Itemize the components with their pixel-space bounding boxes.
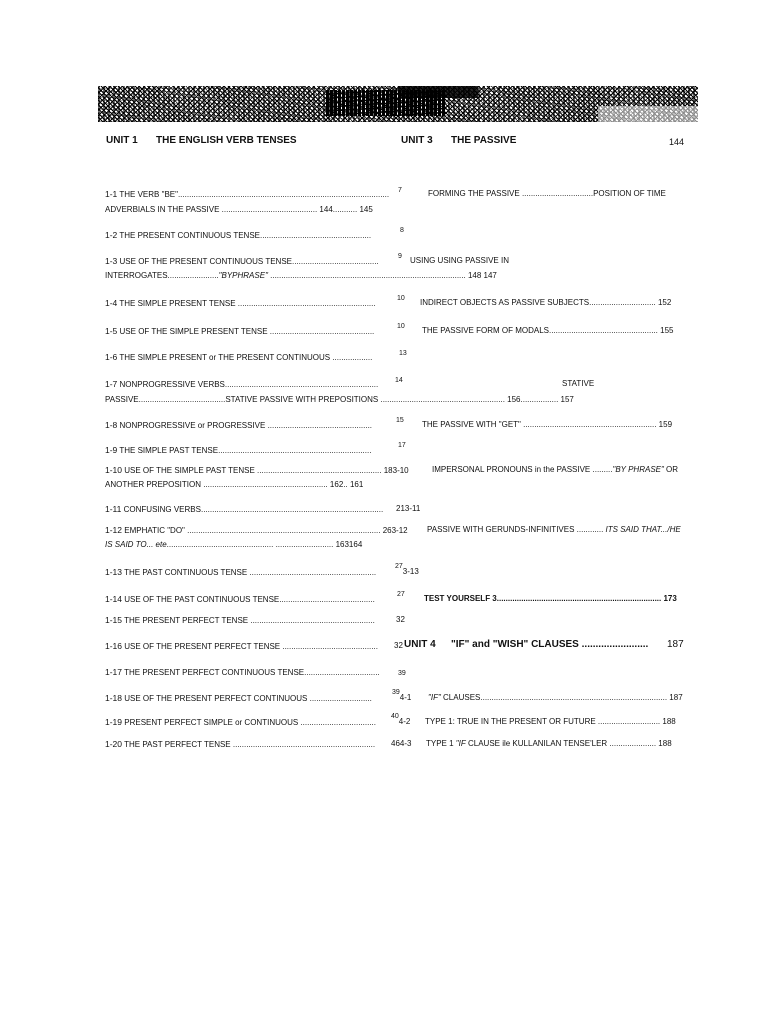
- entry-page: 15: [396, 417, 404, 424]
- unit4-title: "IF" and "WISH" CLAUSES ........................: [451, 639, 649, 650]
- toc-entry-continuation: PASSIVE.......................................STATIVE PASSIVE WITH PREPOSITIONS ........................................................ 156................. 157: [105, 395, 574, 404]
- entry-page: [391, 712, 411, 726]
- toc-entry-1-9: [105, 445, 371, 456]
- entry-number: 1-6: [105, 352, 118, 362]
- entry-number: 1-15: [105, 615, 123, 625]
- test-yourself-3: TEST YOURSELF 3.......................................................................... 173: [424, 594, 677, 603]
- entry-title: NONPROGRESSIVE VERBS.....................................................................: [119, 380, 379, 389]
- entry-page: [392, 688, 412, 702]
- page-superscript: 27: [395, 563, 403, 570]
- entry-page: 213-11: [396, 504, 421, 513]
- toc-entry-unit3-forming: FORMING THE PASSIVE ................................POSITION OF TIME: [428, 189, 666, 198]
- toc-entry-1-1: [105, 189, 389, 200]
- toc-entry-unit3-interrogates: USING USING PASSIVE IN: [410, 256, 509, 265]
- toc-entry-1-12: [105, 525, 408, 536]
- banner-light-band: [598, 106, 698, 122]
- toc-entry-1-16: [105, 641, 378, 652]
- toc-entry-1-10: [105, 465, 409, 476]
- toc-entry-unit3-gerunds: [427, 525, 681, 535]
- toc-entry-unit4-if-clauses: [428, 693, 683, 703]
- right-text: CLAUSES.................................................................................... 187: [440, 693, 683, 702]
- entry-number: 1-20: [105, 739, 123, 749]
- entry-page: 39: [398, 670, 406, 677]
- toc-entry-unit4-type1-true: TYPE 1: TRUE IN THE PRESENT OR FUTURE ............................ 188: [425, 717, 676, 726]
- right-italic: "IF: [455, 739, 466, 748]
- right-text-end: OR: [663, 465, 679, 474]
- toc-entry-unit3-impersonal: [432, 465, 678, 475]
- entry-page: 27: [397, 591, 405, 598]
- continuation-text: ................................................ .......................... 163164: [166, 540, 363, 549]
- page-tail: 4-1: [399, 693, 412, 702]
- unit1-title: THE ENGLISH VERB TENSES: [156, 135, 297, 146]
- entry-page: 9: [398, 253, 402, 260]
- entry-title: THE PAST CONTINUOUS TENSE .........................................................: [124, 568, 377, 577]
- entry-title: NONPROGRESSIVE or PROGRESSIVE ...............................................: [119, 421, 373, 430]
- entry-title: USE OF THE SIMPLE PRESENT TENSE ...............................................: [119, 327, 375, 336]
- right-italic: "BY PHRASE": [612, 465, 664, 474]
- toc-entry-unit3-get: THE PASSIVE WITH "GET" ............................................................ 159: [422, 420, 673, 429]
- toc-entry-1-18: [105, 693, 372, 704]
- entry-page: 32: [396, 615, 405, 624]
- entry-number: 1-19: [105, 717, 123, 727]
- toc-entry-1-15: [105, 615, 375, 626]
- unit4-page: 187: [667, 639, 684, 650]
- unit4-label: UNIT 4: [404, 639, 436, 650]
- entry-title: CONFUSING VERBS..................................................................................: [123, 505, 384, 514]
- header-banner-image: [98, 86, 698, 122]
- entry-title: USE OF THE PAST CONTINUOUS TENSE...........................................: [124, 595, 375, 604]
- unit3-label: UNIT 3: [401, 135, 433, 146]
- entry-number: 1-9: [105, 445, 118, 455]
- entry-number: 1-8: [105, 420, 118, 430]
- toc-entry-1-2: [105, 230, 371, 241]
- entry-page: [395, 562, 419, 576]
- entry-number: 1-3: [105, 256, 118, 266]
- entry-number: 1-7: [105, 379, 118, 389]
- page-tail: 3-13: [402, 567, 419, 576]
- entry-number: 1-4: [105, 298, 118, 308]
- page-superscript: 39: [392, 689, 400, 696]
- entry-title: USE OF THE PRESENT PERFECT CONTINUOUS ............................: [124, 694, 372, 703]
- banner-dark-band-2: [398, 86, 478, 98]
- entry-title: THE SIMPLE PRESENT TENSE ..............................................................: [119, 299, 376, 308]
- toc-entry-continuation: [105, 271, 497, 281]
- entry-title: USE OF THE PRESENT PERFECT TENSE ...........................................: [124, 642, 378, 651]
- entry-title: THE PRESENT PERFECT CONTINUOUS TENSE..................................: [124, 668, 380, 677]
- toc-entry-continuation: ADVERBIALS IN THE PASSIVE ........................................... 144........... 145: [105, 205, 373, 214]
- entry-page: 464-3: [391, 739, 412, 748]
- toc-entry-unit3-stative: STATIVE: [562, 379, 595, 388]
- unit1-label: UNIT 1: [106, 135, 138, 146]
- entry-number: 1-2: [105, 230, 118, 240]
- entry-title: USE OF THE SIMPLE PAST TENSE ........................................................ 183-10: [124, 466, 409, 475]
- entry-page: 32: [394, 641, 403, 650]
- continuation-text: INTERROGATES.......................: [105, 271, 219, 280]
- entry-page: 13: [399, 350, 407, 357]
- entry-number: 1-11: [105, 504, 122, 514]
- right-text: IMPERSONAL PRONOUNS in the PASSIVE .........: [432, 465, 613, 474]
- toc-entry-1-11: [105, 504, 383, 515]
- entry-number: 1-5: [105, 326, 118, 336]
- toc-entry-1-8: [105, 420, 372, 431]
- entry-title: USE OF THE PRESENT CONTINUOUS TENSE.......................................: [119, 257, 379, 266]
- unit3-page: 144: [669, 137, 685, 147]
- entry-title: THE PRESENT PERFECT TENSE ........................................................: [124, 616, 375, 625]
- entry-number: 1-12: [105, 525, 123, 535]
- entry-page: 10: [397, 295, 405, 302]
- right-text: PASSIVE WITH GERUNDS-INFINITIVES ............: [427, 525, 604, 534]
- toc-entry-1-3: [105, 256, 379, 267]
- continuation-text-end: ........................................................................................ 148 147: [267, 271, 497, 280]
- entry-title: THE PAST PERFECT TENSE ................................................................: [124, 740, 376, 749]
- toc-entry-unit3-modals: THE PASSIVE FORM OF MODALS................................................. 155: [422, 326, 674, 335]
- toc-entry-unit3-indirect-objects: INDIRECT OBJECTS AS PASSIVE SUBJECTS.............................. 152: [420, 298, 672, 307]
- toc-entry-1-19: [105, 717, 376, 728]
- entry-title: THE SIMPLE PAST TENSE.....................................................................: [119, 446, 372, 455]
- entry-number: 1-16: [105, 641, 123, 651]
- entry-title: PRESENT PERFECT SIMPLE or CONTINUOUS ..................................: [124, 718, 376, 727]
- entry-number: 1-18: [105, 693, 123, 703]
- right-text: TYPE 1: [426, 739, 456, 748]
- entry-page: 7: [398, 187, 402, 194]
- entry-page: 14: [395, 377, 403, 384]
- right-italic: ITS SAID THAT.../HE: [603, 525, 681, 534]
- entry-title: THE PRESENT CONTINUOUS TENSE..................................................: [119, 231, 372, 240]
- toc-entry-1-14: [105, 594, 375, 605]
- toc-entry-1-6: [105, 352, 372, 363]
- entry-title: EMPHATIC "DO" ....................................................................................... 263-12: [124, 526, 408, 535]
- entry-number: 1-1: [105, 189, 118, 199]
- toc-entry-unit4-type1-tenses: [426, 739, 672, 749]
- right-text-end: CLAUSE ile KULLANILAN TENSE'LER ..................... 188: [465, 739, 672, 748]
- right-italic: "IF": [428, 693, 441, 702]
- entry-number: 1-10: [105, 465, 123, 475]
- continuation-italic: IS SAID TO... ete: [105, 540, 167, 549]
- page-tail: 4-2: [398, 717, 411, 726]
- toc-entry-1-20: [105, 739, 375, 750]
- entry-title: THE VERB "BE"...............................................................................................: [119, 190, 390, 199]
- toc-entry-1-7: [105, 379, 378, 390]
- page-superscript: 40: [391, 713, 399, 720]
- toc-entry-continuation: ANOTHER PREPOSITION ........................................................ 162.. 161: [105, 480, 364, 489]
- continuation-italic: "BYPHRASE": [218, 271, 268, 280]
- toc-entry-1-5: [105, 326, 374, 337]
- toc-entry-1-13: [105, 567, 376, 578]
- entry-page: 10: [397, 323, 405, 330]
- entry-number: 1-13: [105, 567, 123, 577]
- entry-title: THE SIMPLE PRESENT or THE PRESENT CONTINUOUS ..................: [119, 353, 373, 362]
- entry-page: 17: [398, 442, 406, 449]
- unit3-title: THE PASSIVE: [451, 135, 517, 146]
- toc-entry-continuation: [105, 540, 362, 550]
- entry-number: 1-14: [105, 594, 123, 604]
- entry-page: 8: [400, 227, 404, 234]
- toc-entry-1-17: [105, 667, 380, 678]
- entry-number: 1-17: [105, 667, 123, 677]
- toc-entry-1-4: [105, 298, 376, 309]
